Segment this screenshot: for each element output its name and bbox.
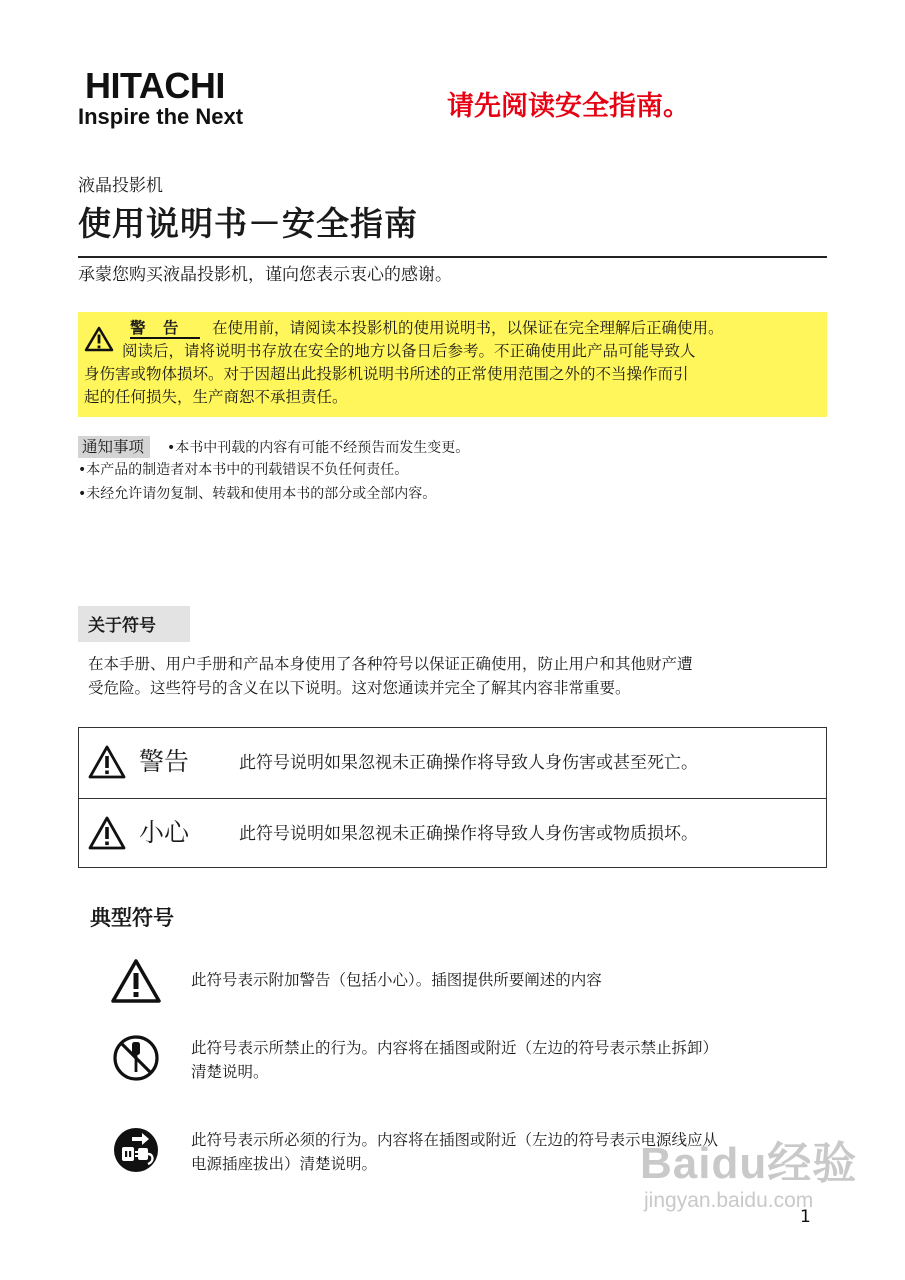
thanks-text: 承蒙您购买液晶投影机，谨向您表示衷心的感谢。 [78,265,452,285]
page-number: 1 [800,1207,811,1227]
typical-symbol-desc [191,968,831,992]
section-heading-typical: 典型符号 [90,906,174,930]
doc-category: 液晶投影机 [78,176,163,196]
warning-text-line3: 身伤害或物体损坏。对于因超出此投影机说明书所述的正常使用范围之外的不当操作而引 [84,365,689,383]
symbols-intro-line1: 在本手册、用户手册和产品本身使用了各种符号以保证正确使用，防止用户和其他财产遭 [88,655,693,673]
notice-item: •未经允许请勿复制、转载和使用本书的部分或全部内容。 [78,486,437,502]
typical-desc-line: 电源插座拔出）清楚说明。 [191,1155,378,1173]
table-row [79,728,826,798]
symbol-meaning-table [78,727,827,868]
section-heading-symbols: 关于符号 [78,606,190,642]
warning-box [78,312,827,417]
typical-desc-line: 清楚说明。 [191,1063,269,1081]
table-row [79,798,826,869]
warning-text-line4: 起的任何损失，生产商恕不承担责任。 [84,388,348,406]
no-disassembly-icon [112,1034,160,1082]
warning-description: 此符号说明如果忽视未正确操作将导致人身伤害或甚至死亡。 [239,753,698,773]
typical-desc-line: 此符号表示附加警告（包括小心）。插图提供所要阐述的内容 [191,971,602,989]
typical-desc-line: 此符号表示所必须的行为。内容将在插图或附近（左边的符号表示电源线应从 [191,1131,719,1149]
warning-triangle-icon [87,744,127,780]
caution-word: 小心 [139,818,190,847]
watermark-brand: Baidu经验 [640,1139,858,1188]
warning-text-line2: 阅读后，请将说明书存放在安全的地方以备日后参考。不正确使用此产品可能导致人 [122,342,696,360]
notice-item: •本产品的制造者对本书中的刊载错误不负任何责任。 [78,462,409,478]
typical-symbol-desc [191,1036,831,1084]
brand-tagline: Inspire the Next [78,104,244,129]
page-title: 使用说明书－安全指南 [78,204,418,243]
warning-label: 警 告 [130,320,200,339]
warning-triangle-icon [87,815,127,851]
warning-text-line1: 在使用前，请阅读本投影机的使用说明书，以保证在完全理解后正确使用。 [212,319,724,337]
unplug-icon [112,1126,160,1174]
caution-description: 此符号说明如果忽视未正确操作将导致人身伤害或物质损坏。 [239,824,698,844]
brand-logo: HITACHI [85,65,225,106]
notice-item: •本书中刊载的内容有可能不经预告而发生变更。 [167,440,470,456]
safety-headline: 请先阅读安全指南。 [447,91,690,122]
watermark [640,1140,857,1214]
symbols-intro-line2: 受危险。这些符号的含义在以下说明。这对您通读并完全了解其内容非常重要。 [88,679,631,697]
typical-desc-line: 此符号表示所禁止的行为。内容将在插图或附近（左边的符号表示禁止拆卸） [191,1039,719,1057]
watermark-url: jingyan.baidu.com [644,1189,814,1212]
title-divider [78,256,827,258]
notice-label: 通知事项 [78,436,150,458]
warning-triangle-icon [110,958,162,1004]
warning-word: 警告 [139,747,190,776]
symbols-intro [88,652,828,700]
